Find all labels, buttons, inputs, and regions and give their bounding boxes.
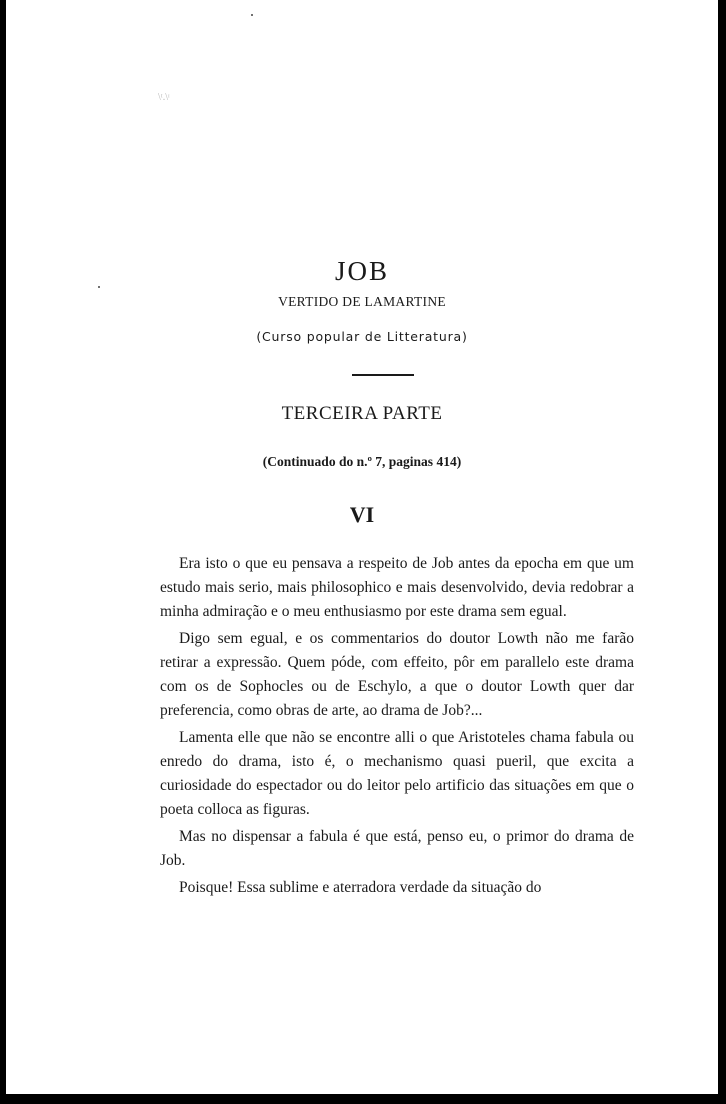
- paragraph: Era isto o que eu pensava a respeito de Job antes da epocha em que um estudo mais serio, mais philosophico e mais desenvolvido, devia redobrar a minha admiração e o meu enthusiasmo por este drama sem egual.: [160, 555, 634, 620]
- source-note: (Curso popular de Litteratura): [256, 329, 468, 344]
- chapter-number: VI: [349, 502, 375, 527]
- body-text: [160, 552, 634, 903]
- divider-rule: [352, 374, 414, 376]
- paragraph: Mas no dispensar a fabula é que está, penso eu, o primor do drama de Job.: [160, 828, 634, 869]
- margin-note: \ᵗ.\ᶦ: [158, 92, 170, 103]
- paragraph: Digo sem egual, e os commentarios do doutor Lowth não me farão retirar a expressão. Quem póde, com effeito, pôr em parallelo este drama com os de Sophocles ou de Eschylo, a que o doutor Lowth quer dar preferencia, como obras de arte, ao drama de Job?...: [160, 630, 634, 719]
- continuation-note: (Continuado do n.º 7, paginas 414): [262, 454, 462, 469]
- part-heading: TERCEIRA PARTE: [281, 403, 443, 424]
- page-title: JOB: [334, 256, 389, 287]
- document-page: [6, 0, 718, 1094]
- paragraph: Poisque! Essa sublime e aterradora verdade da situação do: [179, 879, 542, 896]
- paragraph: Lamenta elle que não se encontre alli o que Aristoteles chama fabula ou enredo do drama, isto é, o mechanismo quasi pueril, que excita a curiosidade do espectador ou do leitor pelo artificio das situações em que o poeta colloca as figuras.: [160, 729, 634, 818]
- ink-speck: [251, 14, 253, 16]
- subtitle: VERTIDO DE LAMARTINE: [278, 294, 446, 309]
